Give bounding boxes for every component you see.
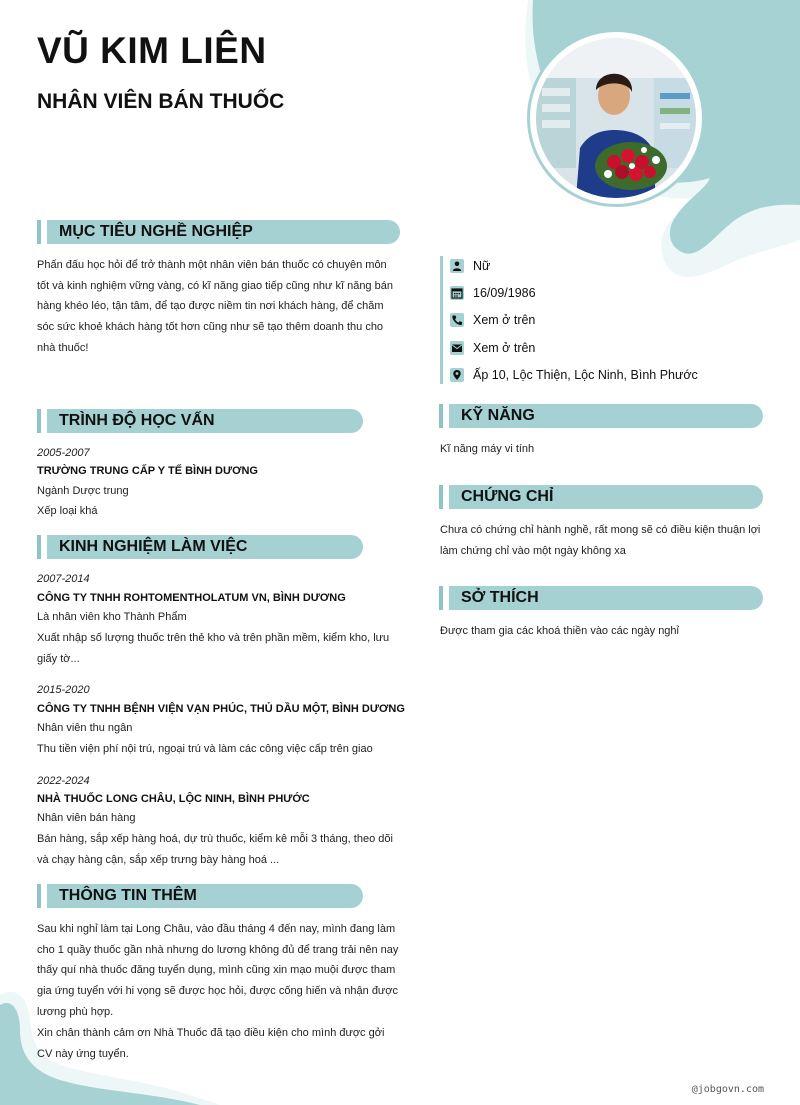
job-desc-line: Bán hàng, sắp xếp hàng hoá, dự trù thuốc, kiểm kê mỗi 3 tháng, theo dõi bbox=[37, 833, 393, 845]
education-period: 2005-2007 bbox=[37, 447, 90, 459]
section-header-certificates bbox=[439, 485, 763, 509]
job-desc-line: và chạy hàng cận, sắp xếp trưng bày hàng hoá ... bbox=[37, 854, 280, 866]
job-position: Là nhân viên kho Thành Phẩm bbox=[37, 611, 187, 623]
person-icon bbox=[450, 259, 464, 273]
contact-divider bbox=[440, 256, 443, 384]
job-desc-line: Thu tiền viện phí nội trú, ngoại trú và làm các công việc cấp trên giao bbox=[37, 743, 373, 755]
section-header-objective bbox=[37, 220, 400, 244]
skills-text: Kĩ năng máy vi tính bbox=[440, 443, 535, 455]
education-major: Ngành Dược trung bbox=[37, 485, 129, 497]
section-title: KINH NGHIỆM LÀM VIỆC bbox=[59, 538, 248, 555]
map-pin-icon bbox=[450, 368, 464, 382]
job-desc-line: giấy tờ... bbox=[37, 653, 80, 665]
certificates-line: Chưa có chứng chỉ hành nghề, rất mong sẽ có điều kiện thuận lợi bbox=[440, 524, 761, 536]
section-header-education bbox=[37, 409, 363, 433]
job-company: CÔNG TY TNHH ROHTOMENTHOLATUM VN, BÌNH DƯƠNG bbox=[37, 592, 346, 604]
objective-line: tốt và kinh nghiệm vững vàng, có kĩ năng giao tiếp cũng như kĩ năng bán bbox=[37, 280, 393, 292]
extra-line: thấy quí nhà thuốc đăng tuyển dụng, mình cũng xin mạo muội được tham bbox=[37, 964, 396, 976]
envelope-icon bbox=[450, 341, 464, 355]
hobbies-text: Được tham gia các khoá thiền vào các ngày nghỉ bbox=[440, 625, 679, 637]
certificates-line: làm chứng chỉ vào một ngày không xa bbox=[440, 545, 626, 557]
job-period: 2015-2020 bbox=[37, 684, 90, 696]
job-company: NHÀ THUỐC LONG CHÂU, LỘC NINH, BÌNH PHƯỚC bbox=[37, 793, 310, 805]
section-header-extra bbox=[37, 884, 363, 908]
job-period: 2007-2014 bbox=[37, 573, 90, 585]
job-position: Nhân viên thu ngân bbox=[37, 722, 133, 734]
extra-line: lương phù hợp. bbox=[37, 1006, 114, 1018]
extra-line: CV này ứng tuyển. bbox=[37, 1048, 129, 1060]
section-header-skills bbox=[439, 404, 763, 428]
section-title: THÔNG TIN THÊM bbox=[59, 887, 197, 904]
section-title: MỤC TIÊU NGHỀ NGHIỆP bbox=[59, 223, 253, 240]
phone-icon bbox=[450, 313, 464, 327]
education-grade: Xếp loại khá bbox=[37, 505, 98, 517]
watermark: @jobgovn.com bbox=[691, 1084, 764, 1095]
candidate-name: VŨ KIM LIÊN bbox=[37, 30, 267, 71]
job-company: CÔNG TY TNHH BỆNH VIỆN VẠN PHÚC, THỦ DẦU MỘT, BÌNH DƯƠNG bbox=[37, 703, 405, 715]
avatar bbox=[527, 29, 705, 207]
objective-line: sóc sức khoẻ khách hàng tốt hơn cũng như sẽ tạo thêm doanh thu cho bbox=[37, 321, 384, 333]
extra-line: gia ứng tuyển với hi vọng sẽ được học hỏi, được cống hiến và nhận được bbox=[37, 985, 399, 997]
calendar-icon bbox=[450, 286, 464, 300]
job-position: Nhân viên bán hàng bbox=[37, 812, 136, 824]
job-title: NHÂN VIÊN BÁN THUỐC bbox=[37, 90, 285, 113]
objective-line: Phấn đấu học hỏi để trở thành một nhân viên bán thuốc có chuyên môn bbox=[37, 259, 387, 271]
section-title: CHỨNG CHỈ bbox=[461, 488, 554, 505]
avatar-photo bbox=[536, 38, 696, 198]
extra-line: Xin chân thành cảm ơn Nhà Thuốc đã tạo điều kiện cho mình được gởi bbox=[37, 1027, 385, 1039]
section-header-experience bbox=[37, 535, 363, 559]
education-school: TRƯỜNG TRUNG CẤP Y TẾ BÌNH DƯƠNG bbox=[37, 465, 258, 477]
objective-line: nhà thuốc! bbox=[37, 342, 89, 354]
job-period: 2022-2024 bbox=[37, 775, 90, 787]
job-desc-line: Xuất nhập số lượng thuốc trên thẻ kho và trên phần mềm, kiểm kho, lưu bbox=[37, 632, 390, 644]
extra-line: Sau khi nghỉ làm tại Long Châu, vào đầu tháng 4 đến nay, mình đang làm bbox=[37, 923, 396, 935]
section-title: KỸ NĂNG bbox=[461, 407, 535, 424]
section-header-hobbies bbox=[439, 586, 763, 610]
objective-line: hàng khéo léo, tận tâm, để tạo được niềm tin nơi khách hàng, để chăm bbox=[37, 300, 384, 312]
section-title: SỞ THÍCH bbox=[461, 589, 539, 606]
extra-line: cho 1 quầy thuốc gần nhà nhưng do lương không đủ để trang trải nên nay bbox=[37, 944, 399, 956]
section-title: TRÌNH ĐỘ HỌC VẤN bbox=[59, 412, 215, 429]
